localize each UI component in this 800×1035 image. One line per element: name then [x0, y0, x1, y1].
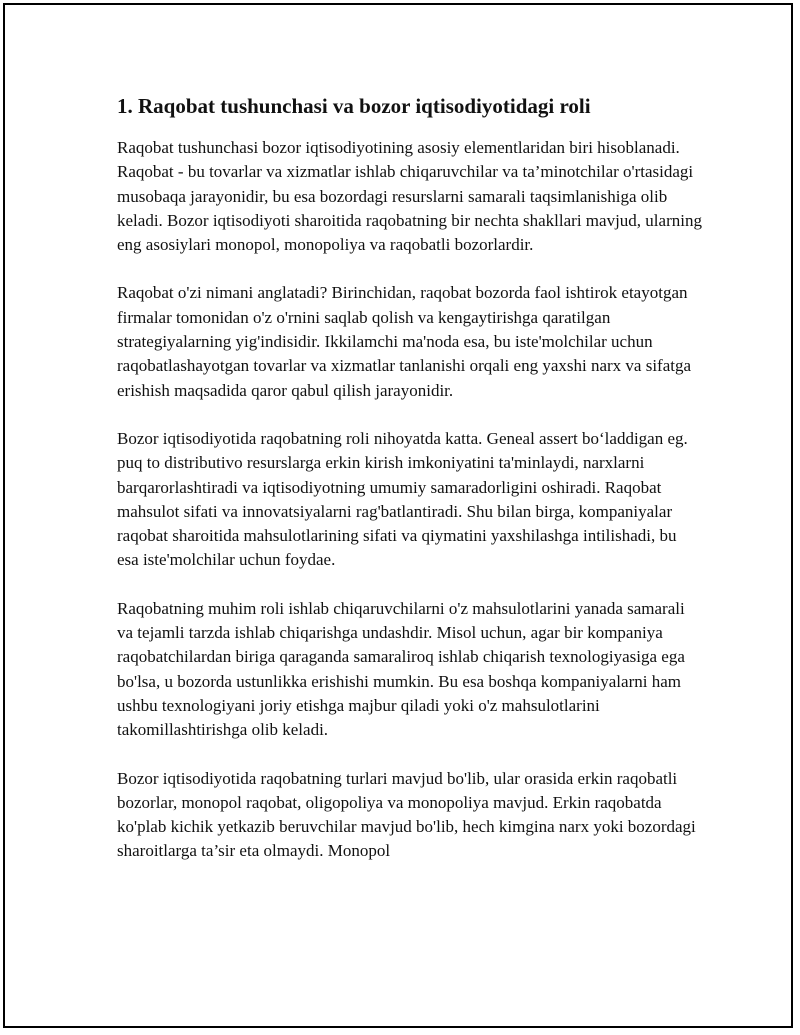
paragraph-3: Bozor iqtisodiyotida raqobatning roli nihoyatda katta. Geneal assert bo‘laddigan eg. puq to distributivo resurslarga erkin kirish imkoniyatini ta'minlaydi, narxlarni barqarorlashtiradi va iqtisodiyotning umumiy samaradorligini oshiradi. Raqobat mahsulot sifati va innovatsiyalarni rag'batlantiradi. Shu bilan birga, kompaniyalar raqobat sharoitida mahsulotlarining sifati va qiymatini yaxshilashga intilishadi, bu esa iste'molchilar uchun foydae.	[117, 428, 688, 570]
document-body	[117, 92, 702, 888]
section-heading: 1. Raqobat tushunchasi va bozor iqtisodiyotidagi roli	[117, 94, 591, 118]
paragraph-1: Raqobat tushunchasi bozor iqtisodiyotining asosiy elementlaridan biri hisoblanadi. Raqobat - bu tovarlar va xizmatlar ishlab chiqaruvchilar va ta’minotchilar o'rtasidagi musobaqa jarayonidir, bu esa bozordagi resurslarni samarali taqsimlanishiga olib keladi. Bozor iqtisodiyoti sharoitida raqobatning bir nechta shakllari mavjud, ularning eng asosiylari monopol, monopoliya va raqobatli bozorlardir.	[117, 138, 702, 255]
paragraph-5: Bozor iqtisodiyotida raqobatning turlari mavjud bo'lib, ular orasida erkin raqobatli bozorlar, monopol raqobat, oligopoliya va monopoliya mavjud. Erkin raqobatda ko'plab kichik yetkazib beruvchilar mavjud bo'lib, hech kimgina narx yoki bozordagi sharoitlarga ta’sir eta olmaydi. Monopol	[117, 768, 696, 861]
paragraph-4: Raqobatning muhim roli ishlab chiqaruvchilarni o'z mahsulotlarini yanada samarali va tejamli tarzda ishlab chiqarishga undashdir. Misol uchun, agar bir kompaniya raqobatchilardan biriga qaraganda samaraliroq ishlab chiqarish texnologiyasiga ega bo'lsa, u bozorda ustunlikka erishishi mumkin. Bu esa boshqa kompaniyalarni ham ushbu texnologiyani joriy etishga majbur qiladi yoki o'z mahsulotlarini takomillashtirishga olib keladi.	[117, 598, 685, 740]
paragraph-2: Raqobat o'zi nimani anglatadi? Birinchidan, raqobat bozorda faol ishtirok etayotgan firmalar tomonidan o'z o'rnini saqlab qolish va kengaytirishga qaratilgan strategiyalarning yig'indisidir. Ikkilamchi ma'noda esa, bu iste'molchilar uchun raqobatlashayotgan tovarlar va xizmatlar tanlanishi orqali eng yaxshi narx va sifatga erishish maqsadida qaror qabul qilish jarayonidir.	[117, 283, 692, 400]
